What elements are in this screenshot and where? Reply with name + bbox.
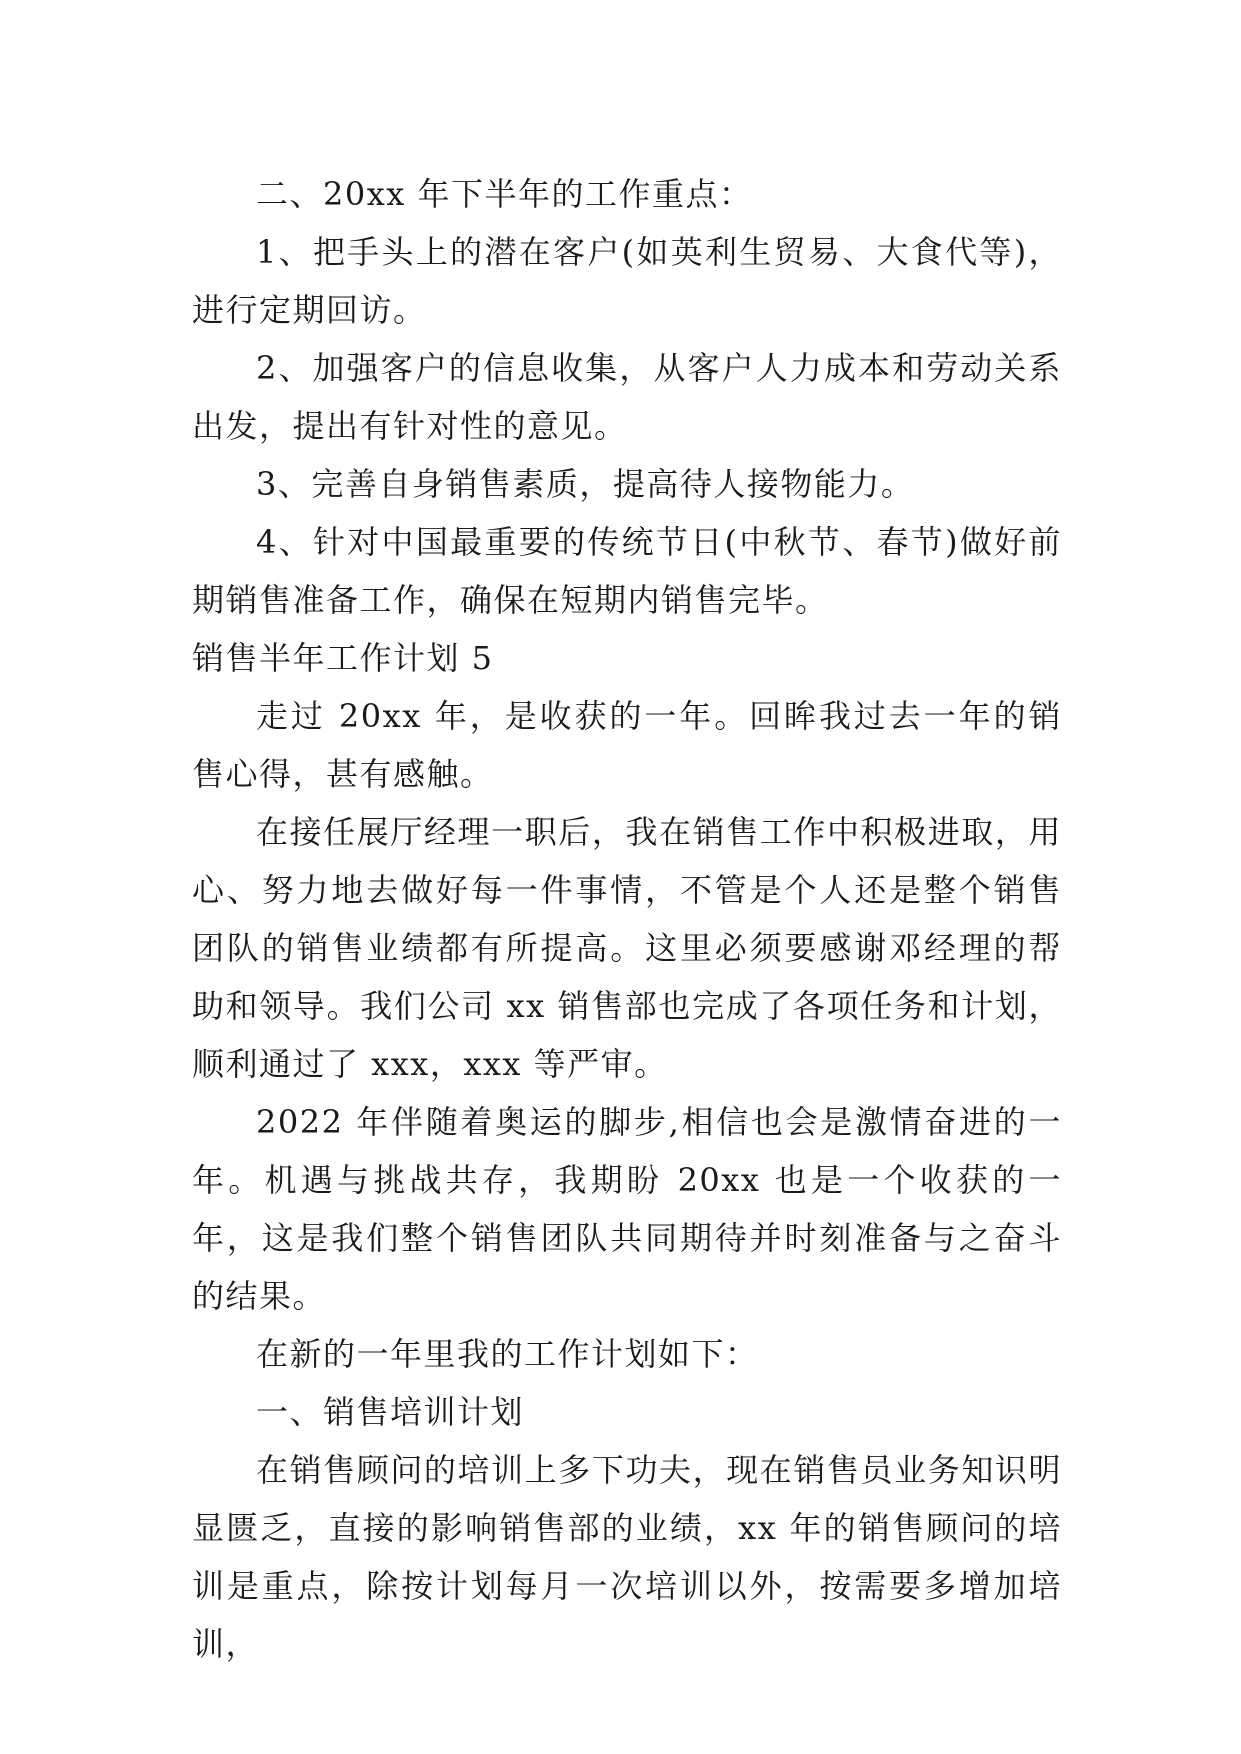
- body-paragraph: 在接任展厅经理一职后，我在销售工作中积极进取，用心、努力地去做好每一件事情，不管是个人还是整个销售团队的销售业绩都有所提高。这里必须要感谢邓经理的帮助和领导。我们公司 xx 销售部也完成了各项任务和计划，顺利通过了 xxx，xxx 等严审。: [192, 813, 1062, 1083]
- article-title: 销售半年工作计划 5: [192, 639, 494, 677]
- body-paragraph: 在新的一年里我的工作计划如下：: [256, 1335, 759, 1373]
- section-heading-sales-training: 一、销售培训计划: [256, 1393, 525, 1431]
- body-paragraph: 走过 20xx 年，是收获的一年。回眸我过去一年的销售心得，甚有感触。: [192, 697, 1062, 793]
- body-paragraph: 在销售顾问的培训上多下功夫，现在销售员业务知识明显匮乏，直接的影响销售部的业绩，xx 年的销售顾问的培训是重点，除按计划每月一次培训以外，按需要多增加培训，: [192, 1451, 1062, 1663]
- body-paragraph: 2022 年伴随着奥运的脚步,相信也会是激情奋进的一年。机遇与挑战共存，我期盼 20xx 也是一个收获的一年，这是我们整个销售团队共同期待并时刻准备与之奋斗的结果。: [192, 1103, 1062, 1315]
- document-body: [192, 165, 1062, 1673]
- section-heading-second-half-focus: 二、20xx 年下半年的工作重点：: [256, 175, 753, 213]
- focus-item-1: 1、把手头上的潜在客户(如英利生贸易、大食代等)，进行定期回访。: [192, 233, 1062, 329]
- focus-item-2: 2、加强客户的信息收集，从客户人力成本和劳动关系出发，提出有针对性的意见。: [192, 349, 1062, 445]
- focus-item-3: 3、完善自身销售素质，提高待人接物能力。: [256, 465, 915, 503]
- focus-item-4: 4、针对中国最重要的传统节日(中秋节、春节)做好前期销售准备工作，确保在短期内销售完毕。: [192, 523, 1062, 619]
